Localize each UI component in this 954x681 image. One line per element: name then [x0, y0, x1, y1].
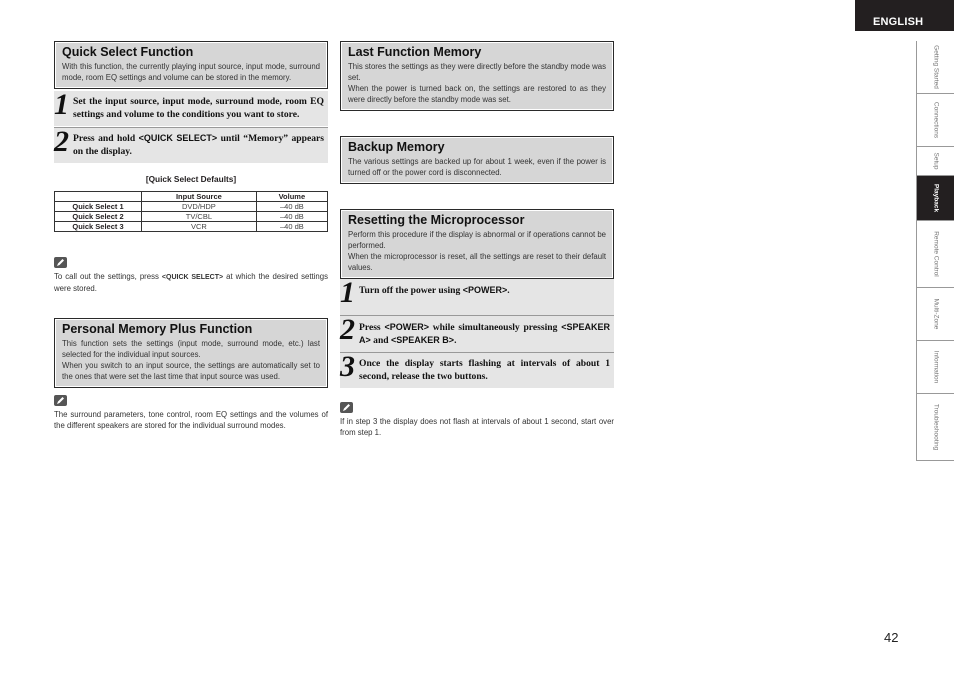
step-number: 1 — [340, 276, 355, 309]
step-text: Once the display starts flashing at intervals of about 1 second, release the two buttons. — [359, 358, 610, 382]
quick-select-defaults-table — [54, 191, 328, 232]
section-description: The various settings are backed up for about 1 week, even if the power is turned off or the power cord is disconnected. — [348, 157, 606, 177]
language-label: ENGLISH — [873, 16, 924, 28]
row-label: Quick Select 1 — [55, 202, 142, 212]
tab-troubleshooting[interactable] — [916, 394, 954, 461]
quick-select-box — [54, 41, 328, 89]
side-tabs — [916, 41, 954, 461]
step-1 — [340, 276, 614, 316]
tab-connections[interactable] — [916, 94, 954, 147]
step-2 — [54, 127, 328, 164]
right-column — [340, 41, 614, 438]
table-header-row — [55, 192, 328, 202]
tab-playback[interactable] — [916, 176, 954, 221]
section-title: Resetting the Microprocessor — [348, 213, 525, 227]
page-number: 42 — [884, 630, 899, 645]
step-2 — [340, 313, 614, 353]
tab-information[interactable] — [916, 341, 954, 394]
tab-label: Multi-Zone — [932, 298, 939, 330]
note-text: To call out the settings, press <QUICK SELECT> at which the desired settings were stored. — [54, 272, 328, 293]
step-number: 2 — [54, 125, 69, 158]
tab-setup[interactable] — [916, 147, 954, 176]
left-column — [54, 41, 328, 431]
section-title: Backup Memory — [348, 140, 445, 154]
note-text: The surround parameters, tone control, room EQ settings and the volumes of the different speakers are stored for the individual surround modes. — [54, 410, 328, 430]
step-text: Press <POWER> while simultaneously pressing <SPEAKER A> and <SPEAKER B>. — [359, 322, 610, 346]
tab-label: Information — [932, 350, 939, 384]
tab-label: Connections — [932, 101, 939, 139]
table-title: [Quick Select Defaults] — [145, 174, 237, 184]
section-description: Perform this procedure if the display is abnormal or if operations cannot be performed. — [348, 230, 606, 250]
power-key: <POWER> — [462, 285, 508, 295]
note-icon — [54, 257, 67, 268]
table-row — [55, 222, 328, 232]
backup-memory-box — [340, 136, 614, 184]
step-number: 1 — [54, 88, 69, 121]
tab-multi-zone[interactable] — [916, 288, 954, 341]
quick-select-key: <QUICK SELECT> — [138, 133, 218, 143]
speaker-b-key: <SPEAKER B> — [391, 335, 455, 345]
section-description: This function sets the settings (input mode, surround mode, etc.) last selected for the individual input sources. — [62, 339, 320, 359]
col-header — [55, 192, 142, 202]
cell-volume: –40 dB — [256, 212, 327, 222]
tab-label: Setup — [932, 152, 939, 170]
col-header: Input Source — [142, 192, 257, 202]
section-description: With this function, the currently playing input source, input mode, surround mode, room EQ settings and volume can be stored in the memory. — [62, 62, 320, 82]
step-number: 2 — [340, 313, 355, 346]
reset-box — [340, 209, 614, 279]
step-text: Turn off the power using <POWER>. — [359, 285, 510, 296]
row-label: Quick Select 3 — [55, 222, 142, 232]
tab-label: Playback — [932, 183, 939, 213]
step-text: Press and hold <QUICK SELECT> until “Memory” appears on the display. — [73, 133, 325, 157]
section-title: Personal Memory Plus Function — [62, 322, 253, 336]
section-title: Quick Select Function — [62, 45, 194, 59]
note-icon — [54, 395, 67, 406]
cell-volume: –40 dB — [256, 222, 327, 232]
power-key: <POWER> — [384, 322, 429, 332]
cell-volume: –40 dB — [256, 202, 327, 212]
table-row — [55, 202, 328, 212]
cell-source: TV/CBL — [142, 212, 257, 222]
note-text: If in step 3 the display does not flash at intervals of about 1 second, start over from step 1. — [340, 417, 614, 437]
note-icon — [340, 402, 353, 413]
section-description: This stores the settings as they were directly before the standby mode was set. — [348, 62, 606, 82]
tab-label: Remote Control — [932, 231, 939, 277]
speaker-a-key: <SPEAKER A> — [359, 322, 610, 345]
table-row — [55, 212, 328, 222]
section-description: When the power is turned back on, the settings are restored to as they were directly before the standby mode was set. — [348, 84, 606, 104]
cell-source: VCR — [142, 222, 257, 232]
tab-label: Getting Started — [932, 45, 939, 89]
row-label: Quick Select 2 — [55, 212, 142, 222]
last-function-box — [340, 41, 614, 111]
step-3 — [340, 350, 614, 389]
quick-select-key: <QUICK SELECT> — [161, 274, 224, 281]
tab-remote-control[interactable] — [916, 221, 954, 288]
section-description: When you switch to an input source, the settings are automatically set to the ones that were set the last time that input source was used. — [62, 361, 320, 381]
step-1 — [54, 88, 328, 127]
cell-source: DVD/HDP — [142, 202, 257, 212]
section-description: When the microprocessor is reset, all the settings are reset to their default values. — [348, 252, 606, 272]
language-tab — [855, 0, 954, 31]
col-header: Volume — [256, 192, 327, 202]
section-title: Last Function Memory — [348, 45, 482, 59]
tab-label: Troubleshooting — [932, 403, 939, 451]
step-text: Set the input source, input mode, surround mode, room EQ settings and volume to the conditions you want to store. — [73, 96, 324, 120]
personal-memory-box — [54, 318, 328, 388]
step-number: 3 — [340, 350, 355, 383]
tab-getting-started[interactable] — [916, 41, 954, 94]
